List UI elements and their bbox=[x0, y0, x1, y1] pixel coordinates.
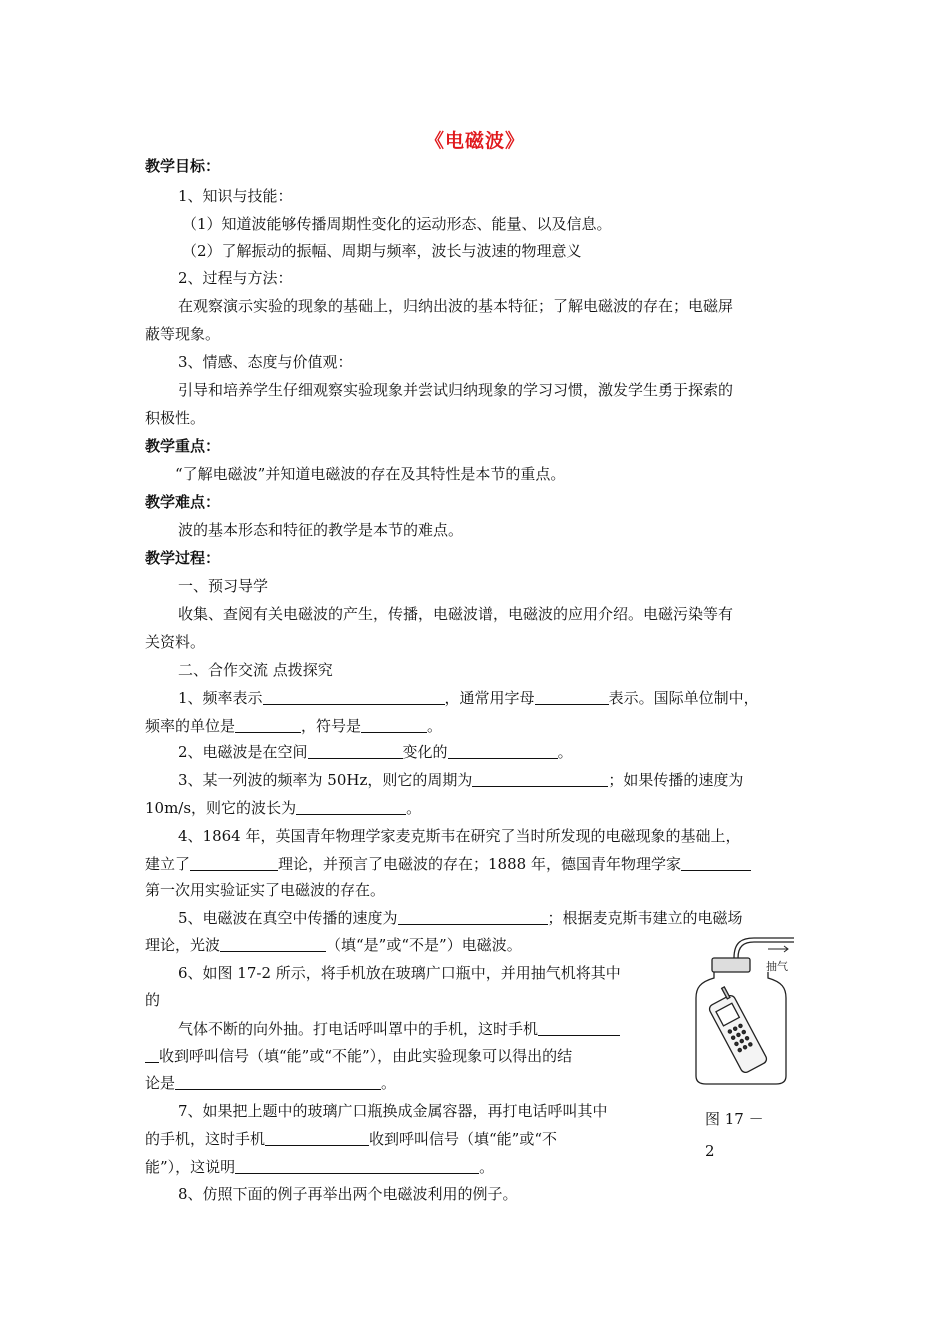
answer-blank bbox=[681, 854, 751, 871]
question-text: 。 bbox=[406, 799, 422, 817]
question-6-line-3 bbox=[178, 1019, 620, 1039]
question-text: 频率的单位是 bbox=[145, 717, 236, 735]
question-text: 收到呼叫信号（填“能”或“不能”），由此实验现象可以得出的结 bbox=[159, 1047, 573, 1065]
figure-label: 抽气 bbox=[766, 960, 788, 973]
question-text: 收到呼叫信号（填“能”或“不 bbox=[369, 1130, 558, 1148]
question-text: ；根据麦克斯韦建立的电磁场 bbox=[547, 909, 743, 927]
question-5-line-1 bbox=[178, 908, 743, 928]
answer-blank bbox=[190, 854, 278, 871]
question-1-line-2 bbox=[145, 716, 442, 736]
answer-blank bbox=[220, 935, 326, 952]
question-text: 2、电磁波是在空间 bbox=[178, 743, 308, 761]
objective-knowledge-2: （2）了解振动的振幅、周期与频率，波长与波速的物理意义 bbox=[182, 242, 582, 260]
preview-text-2: 关资料。 bbox=[145, 633, 206, 651]
answer-blank bbox=[472, 770, 608, 787]
question-text: 建立了 bbox=[145, 855, 191, 873]
process-heading: 教学过程： bbox=[145, 549, 221, 567]
section-preview: 一、预习导学 bbox=[178, 577, 269, 595]
answer-blank bbox=[308, 742, 403, 759]
objective-attitude: 3、情感、态度与价值观： bbox=[178, 353, 353, 371]
question-text: 。 bbox=[427, 717, 443, 735]
section-cooperation: 二、合作交流 点拨探究 bbox=[178, 661, 333, 679]
preview-text-1: 收集、查阅有关电磁波的产生，传播，电磁波谱，电磁波的应用介绍。电磁污染等有 bbox=[178, 605, 734, 623]
figure-caption: 图 17 － bbox=[705, 1110, 764, 1128]
question-text: ，符号是 bbox=[301, 717, 362, 735]
answer-blank bbox=[145, 1046, 159, 1063]
question-text: 1、频率表示 bbox=[178, 689, 263, 707]
question-6-line-1: 6、如图 17-2 所示，将手机放在玻璃广口瓶中，并用抽气机将其中 bbox=[178, 964, 621, 982]
question-4-line-2 bbox=[145, 854, 751, 874]
answer-blank bbox=[263, 688, 445, 705]
question-text: 3、某一列波的频率为 50Hz，则它的周期为 bbox=[178, 771, 473, 789]
question-3-line-1 bbox=[178, 770, 743, 790]
question-4-line-1: 4、1864 年，英国青年物理学家麦克斯韦在研究了当时所发现的电磁现象的基础上， bbox=[178, 827, 741, 845]
question-7-line-2 bbox=[145, 1129, 557, 1149]
answer-blank bbox=[265, 1129, 369, 1146]
answer-blank bbox=[175, 1073, 381, 1090]
key-point-heading: 教学重点： bbox=[145, 437, 221, 455]
question-3-line-2 bbox=[145, 798, 421, 818]
objective-process: 2、过程与方法： bbox=[178, 269, 293, 287]
answer-blank bbox=[235, 1157, 479, 1174]
question-1-line-1 bbox=[178, 688, 759, 708]
question-text: 气体不断的向外抽。打电话呼叫罩中的手机，这时手机 bbox=[178, 1020, 539, 1038]
question-5-line-2 bbox=[145, 935, 522, 955]
question-text: 能”），这说明 bbox=[145, 1158, 236, 1176]
difficulty-heading: 教学难点： bbox=[145, 493, 221, 511]
objective-attitude-text-2: 积极性。 bbox=[145, 409, 206, 427]
question-6-line-5 bbox=[145, 1073, 396, 1093]
question-6-line-4 bbox=[145, 1046, 572, 1066]
answer-blank bbox=[448, 742, 558, 759]
question-text: 的手机，这时手机 bbox=[145, 1130, 266, 1148]
question-text: ；如果传播的速度为 bbox=[608, 771, 744, 789]
question-8: 8、仿照下面的例子再举出两个电磁波利用的例子。 bbox=[178, 1185, 518, 1203]
question-text: 。 bbox=[479, 1158, 495, 1176]
question-text: 变化的 bbox=[402, 743, 448, 761]
objective-process-text-2: 蔽等现象。 bbox=[145, 325, 221, 343]
question-text: ，通常用字母 bbox=[444, 689, 535, 707]
objective-knowledge: 1、知识与技能： bbox=[178, 187, 293, 205]
objectives-heading: 教学目标： bbox=[145, 157, 221, 175]
figure-caption-number: 2 bbox=[705, 1142, 715, 1160]
jar-with-phone-figure bbox=[690, 936, 800, 1086]
question-text: 理论，并预言了电磁波的存在；1888 年，德国青年物理学家 bbox=[278, 855, 681, 873]
question-text: 。 bbox=[557, 743, 573, 761]
key-point-text: “了解电磁波”并知道电磁波的存在及其特性是本节的重点。 bbox=[175, 465, 566, 483]
answer-blank bbox=[235, 716, 301, 733]
difficulty-text: 波的基本形态和特征的教学是本节的难点。 bbox=[178, 521, 464, 539]
question-text: 10m/s，则它的波长为 bbox=[145, 799, 297, 817]
answer-blank bbox=[398, 908, 548, 925]
page-title: 《电磁波》 bbox=[424, 130, 525, 152]
question-text: 5、电磁波在真空中传播的速度为 bbox=[178, 909, 398, 927]
answer-blank bbox=[296, 798, 406, 815]
question-text: 论是 bbox=[145, 1074, 176, 1092]
question-2 bbox=[178, 742, 573, 762]
answer-blank bbox=[361, 716, 427, 733]
question-7-line-3 bbox=[145, 1157, 494, 1177]
question-6-line-2: 的 bbox=[145, 991, 161, 1009]
objective-attitude-text-1: 引导和培养学生仔细观察实验现象并尝试归纳现象的学习习惯，激发学生勇于探索的 bbox=[178, 381, 734, 399]
question-text: 表示。国际单位制中， bbox=[608, 689, 759, 707]
answer-blank bbox=[538, 1019, 620, 1036]
question-4-line-3: 第一次用实验证实了电磁波的存在。 bbox=[145, 881, 386, 899]
question-text: （填“是”或“不是”）电磁波。 bbox=[326, 936, 522, 954]
objective-process-text-1: 在观察演示实验的现象的基础上，归纳出波的基本特征；了解电磁波的存在；电磁屏 bbox=[178, 297, 734, 315]
question-7-line-1: 7、如果把上题中的玻璃广口瓶换成金属容器，再打电话呼叫其中 bbox=[178, 1102, 608, 1120]
question-text: 理论，光波 bbox=[145, 936, 221, 954]
answer-blank bbox=[535, 688, 609, 705]
objective-knowledge-1: （1）知道波能够传播周期性变化的运动形态、能量、以及信息。 bbox=[182, 215, 612, 233]
question-text: 。 bbox=[381, 1074, 397, 1092]
